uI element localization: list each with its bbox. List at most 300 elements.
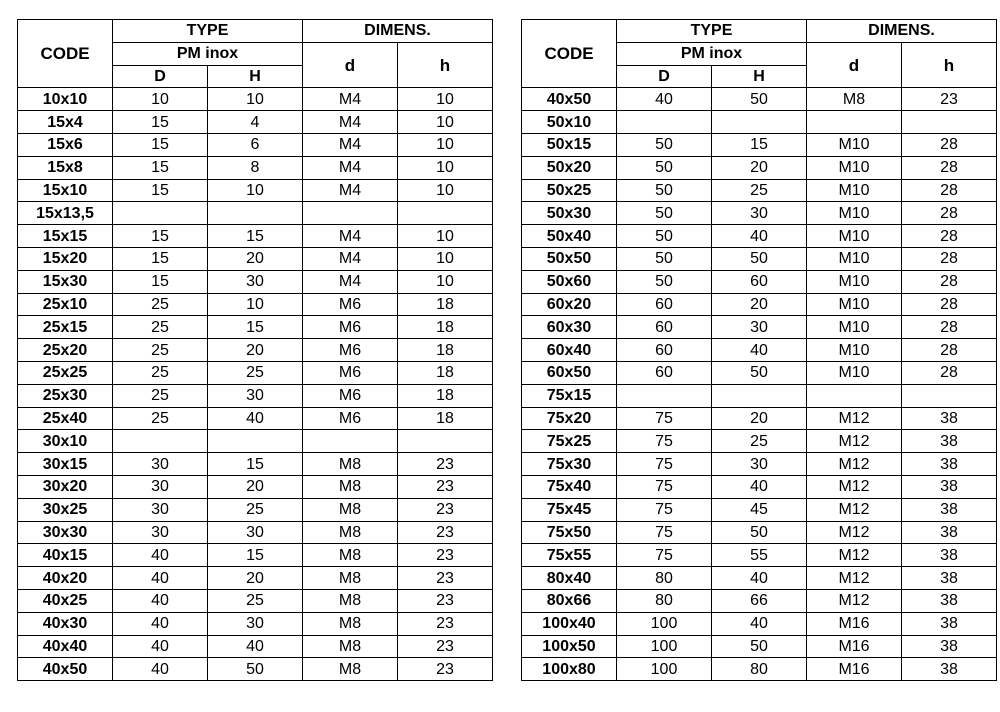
cell-code: 60x50 xyxy=(522,361,617,384)
cell-height: 20 xyxy=(208,247,303,270)
table-row xyxy=(18,635,493,658)
cell-height xyxy=(208,430,303,453)
table-row xyxy=(18,407,493,430)
cell-height: 8 xyxy=(208,156,303,179)
cell-outer-diameter: 25 xyxy=(113,361,208,384)
cell-height: 40 xyxy=(208,407,303,430)
table-row xyxy=(18,133,493,156)
table-row xyxy=(522,589,997,612)
cell-thread: M4 xyxy=(303,179,398,202)
table-row xyxy=(522,88,997,111)
header-h: h xyxy=(902,42,997,88)
cell-height: 45 xyxy=(712,498,807,521)
cell-code: 25x10 xyxy=(18,293,113,316)
cell-height: 20 xyxy=(712,293,807,316)
cell-outer-diameter: 75 xyxy=(617,430,712,453)
header-H: H xyxy=(712,65,807,88)
cell-thread-length: 38 xyxy=(902,635,997,658)
cell-height: 40 xyxy=(712,339,807,362)
table-row xyxy=(522,293,997,316)
table-row xyxy=(18,567,493,590)
cell-thread-length: 23 xyxy=(398,635,493,658)
cell-thread-length: 28 xyxy=(902,179,997,202)
cell-thread: M6 xyxy=(303,384,398,407)
cell-outer-diameter: 40 xyxy=(113,635,208,658)
table-row xyxy=(18,361,493,384)
cell-thread-length: 38 xyxy=(902,589,997,612)
cell-code: 75x30 xyxy=(522,453,617,476)
cell-thread: M12 xyxy=(807,407,902,430)
cell-thread-length: 18 xyxy=(398,293,493,316)
cell-thread: M8 xyxy=(303,612,398,635)
table-row xyxy=(522,111,997,134)
header-material: PM inox xyxy=(617,42,807,65)
cell-thread: M4 xyxy=(303,270,398,293)
cell-outer-diameter: 40 xyxy=(617,88,712,111)
cell-outer-diameter: 10 xyxy=(113,88,208,111)
cell-height: 50 xyxy=(712,635,807,658)
cell-code: 40x25 xyxy=(18,589,113,612)
cell-thread: M16 xyxy=(807,635,902,658)
cell-thread-length: 38 xyxy=(902,567,997,590)
cell-height: 40 xyxy=(712,567,807,590)
cell-thread-length: 18 xyxy=(398,339,493,362)
cell-thread-length: 28 xyxy=(902,156,997,179)
cell-outer-diameter: 15 xyxy=(113,247,208,270)
cell-thread: M6 xyxy=(303,361,398,384)
cell-thread-length: 28 xyxy=(902,247,997,270)
cell-code: 80x66 xyxy=(522,589,617,612)
cell-outer-diameter: 40 xyxy=(113,589,208,612)
table-row xyxy=(18,612,493,635)
cell-height: 50 xyxy=(712,247,807,270)
cell-thread-length: 10 xyxy=(398,179,493,202)
cell-thread: M10 xyxy=(807,316,902,339)
cell-outer-diameter: 25 xyxy=(113,407,208,430)
cell-code: 50x25 xyxy=(522,179,617,202)
cell-outer-diameter xyxy=(113,430,208,453)
cell-code: 80x40 xyxy=(522,567,617,590)
cell-code: 100x50 xyxy=(522,635,617,658)
cell-thread: M10 xyxy=(807,225,902,248)
cell-thread-length: 18 xyxy=(398,316,493,339)
cell-height: 66 xyxy=(712,589,807,612)
cell-thread: M4 xyxy=(303,156,398,179)
cell-code: 40x50 xyxy=(18,658,113,681)
cell-height: 4 xyxy=(208,111,303,134)
cell-outer-diameter: 25 xyxy=(113,384,208,407)
table-row xyxy=(18,88,493,111)
cell-outer-diameter: 25 xyxy=(113,293,208,316)
cell-thread-length: 23 xyxy=(398,453,493,476)
cell-height: 40 xyxy=(208,635,303,658)
cell-outer-diameter: 30 xyxy=(113,475,208,498)
table-row xyxy=(522,430,997,453)
table-row xyxy=(522,247,997,270)
table-row xyxy=(18,156,493,179)
table-row xyxy=(522,316,997,339)
cell-code: 40x30 xyxy=(18,612,113,635)
cell-code: 15x8 xyxy=(18,156,113,179)
cell-code: 75x20 xyxy=(522,407,617,430)
header-code: CODE xyxy=(522,20,617,88)
cell-height: 10 xyxy=(208,88,303,111)
cell-outer-diameter: 15 xyxy=(113,111,208,134)
cell-code: 25x15 xyxy=(18,316,113,339)
header-D: D xyxy=(617,65,712,88)
cell-code: 50x60 xyxy=(522,270,617,293)
cell-code: 10x10 xyxy=(18,88,113,111)
cell-thread-length: 38 xyxy=(902,658,997,681)
cell-height: 55 xyxy=(712,544,807,567)
cell-thread-length: 10 xyxy=(398,88,493,111)
cell-outer-diameter: 75 xyxy=(617,453,712,476)
cell-outer-diameter: 100 xyxy=(617,612,712,635)
cell-thread-length: 10 xyxy=(398,270,493,293)
table-row xyxy=(522,361,997,384)
cell-thread: M10 xyxy=(807,156,902,179)
cell-height: 25 xyxy=(208,361,303,384)
cell-code: 75x25 xyxy=(522,430,617,453)
cell-height: 60 xyxy=(712,270,807,293)
table-row xyxy=(522,339,997,362)
table-row xyxy=(18,430,493,453)
table-row xyxy=(18,589,493,612)
table-row xyxy=(522,658,997,681)
table-row xyxy=(18,270,493,293)
spec-table-left xyxy=(17,19,493,681)
cell-thread-length: 38 xyxy=(902,498,997,521)
cell-code: 50x10 xyxy=(522,111,617,134)
cell-thread-length: 23 xyxy=(398,498,493,521)
cell-code: 25x30 xyxy=(18,384,113,407)
cell-outer-diameter: 15 xyxy=(113,270,208,293)
cell-outer-diameter: 15 xyxy=(113,225,208,248)
cell-code: 30x30 xyxy=(18,521,113,544)
table-row xyxy=(522,567,997,590)
cell-outer-diameter: 80 xyxy=(617,589,712,612)
cell-thread: M6 xyxy=(303,339,398,362)
cell-thread xyxy=(807,384,902,407)
cell-thread-length: 38 xyxy=(902,544,997,567)
table-row xyxy=(18,225,493,248)
cell-height: 25 xyxy=(208,589,303,612)
cell-thread: M16 xyxy=(807,612,902,635)
table-row xyxy=(522,498,997,521)
cell-thread: M8 xyxy=(303,544,398,567)
cell-thread-length: 38 xyxy=(902,407,997,430)
cell-thread: M16 xyxy=(807,658,902,681)
cell-thread-length: 10 xyxy=(398,156,493,179)
cell-height: 6 xyxy=(208,133,303,156)
cell-code: 75x15 xyxy=(522,384,617,407)
cell-code: 25x20 xyxy=(18,339,113,362)
cell-height: 15 xyxy=(712,133,807,156)
cell-code: 30x25 xyxy=(18,498,113,521)
cell-thread: M4 xyxy=(303,225,398,248)
cell-thread: M8 xyxy=(303,589,398,612)
table-row xyxy=(18,293,493,316)
cell-height: 30 xyxy=(208,521,303,544)
cell-outer-diameter: 50 xyxy=(617,225,712,248)
cell-height xyxy=(712,111,807,134)
cell-outer-diameter: 75 xyxy=(617,498,712,521)
table-row xyxy=(18,179,493,202)
cell-code: 40x40 xyxy=(18,635,113,658)
table-row xyxy=(522,133,997,156)
cell-outer-diameter: 40 xyxy=(113,544,208,567)
cell-code: 15x10 xyxy=(18,179,113,202)
cell-code: 60x30 xyxy=(522,316,617,339)
cell-outer-diameter: 40 xyxy=(113,567,208,590)
cell-thread-length: 10 xyxy=(398,111,493,134)
header-dimens: DIMENS. xyxy=(807,20,997,43)
table-row xyxy=(18,247,493,270)
cell-thread-length: 28 xyxy=(902,202,997,225)
cell-code: 30x15 xyxy=(18,453,113,476)
cell-outer-diameter: 50 xyxy=(617,247,712,270)
cell-outer-diameter: 50 xyxy=(617,156,712,179)
cell-height: 10 xyxy=(208,179,303,202)
cell-thread-length: 23 xyxy=(398,612,493,635)
cell-thread-length: 18 xyxy=(398,361,493,384)
cell-height: 30 xyxy=(208,270,303,293)
cell-outer-diameter: 25 xyxy=(113,339,208,362)
table-row xyxy=(18,498,493,521)
cell-thread-length xyxy=(398,202,493,225)
cell-code: 30x20 xyxy=(18,475,113,498)
cell-thread-length: 38 xyxy=(902,612,997,635)
cell-height: 30 xyxy=(712,316,807,339)
cell-thread: M10 xyxy=(807,361,902,384)
table-row xyxy=(18,658,493,681)
cell-code: 25x25 xyxy=(18,361,113,384)
cell-height: 20 xyxy=(712,156,807,179)
cell-code: 30x10 xyxy=(18,430,113,453)
table-row xyxy=(522,453,997,476)
cell-thread-length: 10 xyxy=(398,133,493,156)
cell-thread-length: 28 xyxy=(902,339,997,362)
cell-outer-diameter: 15 xyxy=(113,156,208,179)
cell-thread-length xyxy=(902,111,997,134)
cell-code: 50x20 xyxy=(522,156,617,179)
header-code: CODE xyxy=(18,20,113,88)
cell-thread: M8 xyxy=(303,475,398,498)
cell-height xyxy=(712,384,807,407)
cell-outer-diameter: 50 xyxy=(617,179,712,202)
cell-outer-diameter: 40 xyxy=(113,658,208,681)
table-row xyxy=(522,521,997,544)
table-row xyxy=(522,270,997,293)
cell-height: 30 xyxy=(208,612,303,635)
cell-thread: M4 xyxy=(303,88,398,111)
cell-outer-diameter: 15 xyxy=(113,133,208,156)
cell-height xyxy=(208,202,303,225)
cell-thread: M6 xyxy=(303,293,398,316)
header-d: d xyxy=(807,42,902,88)
cell-thread: M4 xyxy=(303,133,398,156)
table-row xyxy=(18,202,493,225)
cell-thread: M12 xyxy=(807,567,902,590)
table-row xyxy=(522,179,997,202)
cell-thread: M12 xyxy=(807,589,902,612)
cell-outer-diameter: 75 xyxy=(617,407,712,430)
cell-code: 100x80 xyxy=(522,658,617,681)
cell-outer-diameter: 100 xyxy=(617,635,712,658)
cell-thread-length: 10 xyxy=(398,225,493,248)
cell-outer-diameter xyxy=(617,384,712,407)
cell-outer-diameter: 60 xyxy=(617,361,712,384)
table-row xyxy=(522,156,997,179)
cell-code: 60x20 xyxy=(522,293,617,316)
cell-code: 50x40 xyxy=(522,225,617,248)
cell-thread: M10 xyxy=(807,247,902,270)
cell-outer-diameter: 50 xyxy=(617,270,712,293)
cell-thread: M4 xyxy=(303,247,398,270)
table-row xyxy=(18,544,493,567)
table-row xyxy=(18,316,493,339)
cell-height: 30 xyxy=(208,384,303,407)
cell-thread-length: 38 xyxy=(902,430,997,453)
cell-code: 40x15 xyxy=(18,544,113,567)
cell-thread-length: 28 xyxy=(902,133,997,156)
header-H: H xyxy=(208,65,303,88)
cell-thread: M12 xyxy=(807,544,902,567)
cell-height: 25 xyxy=(208,498,303,521)
cell-thread-length: 23 xyxy=(398,589,493,612)
cell-height: 20 xyxy=(208,567,303,590)
cell-thread: M8 xyxy=(303,658,398,681)
table-row xyxy=(522,612,997,635)
cell-thread: M8 xyxy=(303,498,398,521)
cell-height: 50 xyxy=(208,658,303,681)
cell-outer-diameter: 30 xyxy=(113,453,208,476)
cell-outer-diameter: 30 xyxy=(113,521,208,544)
cell-outer-diameter xyxy=(113,202,208,225)
cell-outer-diameter: 60 xyxy=(617,339,712,362)
cell-thread: M12 xyxy=(807,498,902,521)
cell-outer-diameter: 80 xyxy=(617,567,712,590)
cell-code: 15x4 xyxy=(18,111,113,134)
cell-thread-length: 38 xyxy=(902,475,997,498)
header-D: D xyxy=(113,65,208,88)
table-row xyxy=(18,384,493,407)
cell-thread-length xyxy=(398,430,493,453)
cell-outer-diameter: 75 xyxy=(617,521,712,544)
cell-thread-length: 23 xyxy=(398,544,493,567)
cell-height: 30 xyxy=(712,202,807,225)
header-type: TYPE xyxy=(113,20,303,43)
table-row xyxy=(522,407,997,430)
cell-thread: M4 xyxy=(303,111,398,134)
cell-code: 15x15 xyxy=(18,225,113,248)
cell-thread: M8 xyxy=(303,567,398,590)
header-h: h xyxy=(398,42,493,88)
cell-thread: M10 xyxy=(807,202,902,225)
cell-outer-diameter: 15 xyxy=(113,179,208,202)
cell-code: 15x13,5 xyxy=(18,202,113,225)
table-row xyxy=(522,225,997,248)
cell-height: 15 xyxy=(208,453,303,476)
table-row xyxy=(522,202,997,225)
cell-height: 25 xyxy=(712,179,807,202)
cell-thread: M8 xyxy=(303,453,398,476)
cell-height: 50 xyxy=(712,521,807,544)
table-row xyxy=(18,339,493,362)
cell-thread: M12 xyxy=(807,521,902,544)
table-row xyxy=(522,544,997,567)
table-row xyxy=(522,475,997,498)
cell-height: 15 xyxy=(208,225,303,248)
cell-outer-diameter: 25 xyxy=(113,316,208,339)
cell-thread: M6 xyxy=(303,407,398,430)
cell-code: 50x30 xyxy=(522,202,617,225)
cell-code: 75x50 xyxy=(522,521,617,544)
cell-height: 10 xyxy=(208,293,303,316)
cell-thread-length: 18 xyxy=(398,384,493,407)
cell-thread: M8 xyxy=(303,635,398,658)
cell-code: 50x15 xyxy=(522,133,617,156)
cell-thread-length: 18 xyxy=(398,407,493,430)
cell-height: 30 xyxy=(712,453,807,476)
cell-thread-length: 23 xyxy=(398,521,493,544)
cell-height: 15 xyxy=(208,316,303,339)
cell-code: 75x45 xyxy=(522,498,617,521)
cell-height: 40 xyxy=(712,475,807,498)
header-d: d xyxy=(303,42,398,88)
cell-outer-diameter: 50 xyxy=(617,133,712,156)
header-type: TYPE xyxy=(617,20,807,43)
cell-code: 100x40 xyxy=(522,612,617,635)
cell-thread: M12 xyxy=(807,475,902,498)
cell-thread-length: 28 xyxy=(902,316,997,339)
cell-outer-diameter: 100 xyxy=(617,658,712,681)
cell-outer-diameter: 40 xyxy=(113,612,208,635)
cell-code: 75x40 xyxy=(522,475,617,498)
cell-code: 50x50 xyxy=(522,247,617,270)
cell-height: 50 xyxy=(712,361,807,384)
cell-thread-length xyxy=(902,384,997,407)
cell-outer-diameter: 60 xyxy=(617,316,712,339)
cell-thread-length: 23 xyxy=(398,475,493,498)
table-row xyxy=(18,475,493,498)
cell-thread xyxy=(303,202,398,225)
cell-thread-length: 28 xyxy=(902,225,997,248)
cell-thread-length: 23 xyxy=(398,658,493,681)
cell-height: 20 xyxy=(208,475,303,498)
cell-height: 50 xyxy=(712,88,807,111)
table-row xyxy=(18,111,493,134)
cell-thread-length: 38 xyxy=(902,521,997,544)
cell-outer-diameter: 30 xyxy=(113,498,208,521)
header-material: PM inox xyxy=(113,42,303,65)
table-row xyxy=(18,453,493,476)
cell-outer-diameter: 75 xyxy=(617,544,712,567)
cell-outer-diameter: 60 xyxy=(617,293,712,316)
cell-thread: M12 xyxy=(807,430,902,453)
cell-height: 25 xyxy=(712,430,807,453)
cell-height: 40 xyxy=(712,612,807,635)
cell-thread-length: 23 xyxy=(902,88,997,111)
cell-thread-length: 28 xyxy=(902,361,997,384)
cell-thread: M10 xyxy=(807,179,902,202)
cell-thread-length: 28 xyxy=(902,270,997,293)
cell-thread: M10 xyxy=(807,339,902,362)
cell-code: 60x40 xyxy=(522,339,617,362)
cell-height: 15 xyxy=(208,544,303,567)
cell-thread: M10 xyxy=(807,133,902,156)
cell-outer-diameter xyxy=(617,111,712,134)
